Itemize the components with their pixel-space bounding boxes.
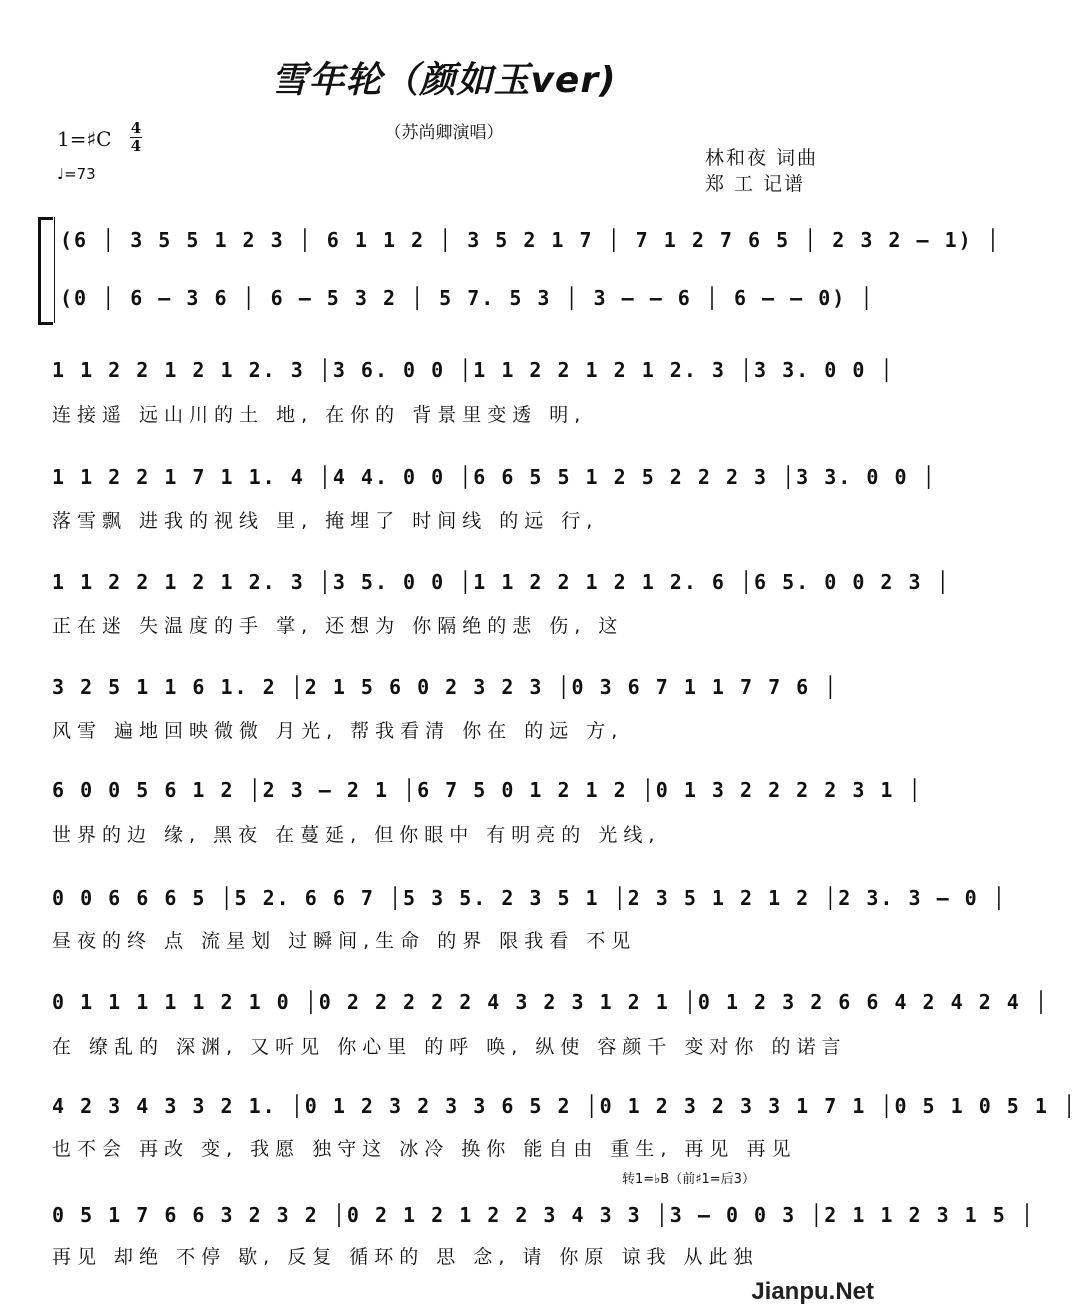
lyric-line-7: 在 缭乱的 深渊, 又听见 你心里 的呼 唤, 纵使 容颜千 变对你 的诺言 (52, 1036, 847, 1058)
notation-line-3: 1 1 2 2 1 2 1 2. 3 │3 5. 0 0 │1 1 2 2 1 2 1 2. 6 │6 5. 0 0 2 3 │ (52, 570, 951, 594)
lyric-line-9: 再见 却绝 不停 歇, 反复 循环的 思 念, 请 你原 谅我 从此独 (52, 1246, 759, 1268)
key-signature: 1=♯C (57, 127, 112, 151)
lyric-line-1: 连接遥 远山川的土 地, 在你的 背景里变透 明, (52, 404, 587, 426)
intro-row-1: (6 │ 3 5 5 1 2 3 │ 6 1 1 2 │ 3 5 2 1 7 │ 7 1 2 7 6 5 │ 2 3 2 – 1) │ (60, 228, 1001, 252)
intro-row-2: (0 │ 6 – 3 6 │ 6 – 5 3 2 │ 5 7. 5 3 │ 3 – – 6 │ 6 – – 0) │ (60, 286, 875, 310)
credit-transcriber: 郑 工 记谱 (705, 173, 806, 195)
notation-line-8: 4 2 3 4 3 3 2 1. │0 1 2 3 2 3 3 6 5 2 │0 1 2 3 2 3 3 1 7 1 │0 5 1 0 5 1 │ (52, 1094, 1077, 1118)
song-subtitle: （苏尚卿演唱） (384, 123, 504, 143)
song-title: 雪年轮（颜如玉ver) (271, 60, 617, 101)
system-bracket (38, 217, 53, 325)
notation-line-9: 0 5 1 7 6 6 3 2 3 2 │0 2 1 2 1 2 2 3 4 3 3 │3 – 0 0 3 │2 1 1 2 3 1 5 │ (52, 1203, 1035, 1227)
tempo-marking: ♩=73 (57, 165, 96, 183)
lyric-line-8: 也不会 再改 变, 我愿 独守这 冰冷 换你 能自由 重生, 再见 再见 (52, 1138, 797, 1160)
meter-top: 4 (130, 119, 142, 137)
lyric-line-3: 正在迷 失温度的手 掌, 还想为 你隔绝的悲 伤, 这 (52, 615, 624, 637)
lyric-line-4: 风雪 遍地回映微微 月光, 帮我看清 你在 的远 方, (52, 720, 624, 742)
notation-line-6: 0 0 6 6 6 5 │5 2. 6 6 7 │5 3 5. 2 3 5 1 │2 3 5 1 2 1 2 │2 3. 3 – 0 │ (52, 886, 1007, 910)
credit-lyrics-music: 林和夜 词曲 (705, 147, 819, 169)
lyric-line-6: 昼夜的终 点 流星划 过瞬间,生命 的界 限我看 不见 (52, 930, 637, 952)
modulation-note: 转1=♭B（前♯1=后3） (622, 1172, 755, 1187)
meter-bottom: 4 (130, 137, 142, 155)
lyric-line-2: 落雪飘 进我的视线 里, 掩埋了 时间线 的远 行, (52, 510, 599, 532)
notation-line-1: 1 1 2 2 1 2 1 2. 3 │3 6. 0 0 │1 1 2 2 1 2 1 2. 3 │3 3. 0 0 │ (52, 358, 895, 382)
time-signature (130, 121, 142, 154)
notation-line-2: 1 1 2 2 1 7 1 1. 4 │4 4. 0 0 │6 6 5 5 1 2 5 2 2 2 3 │3 3. 0 0 │ (52, 465, 937, 489)
system-bracket-line (54, 217, 55, 323)
site-watermark: Jianpu.Net (751, 1278, 874, 1305)
notation-line-5: 6 0 0 5 6 1 2 │2 3 – 2 1 │6 7 5 0 1 2 1 2 │0 1 3 2 2 2 2 3 1 │ (52, 778, 923, 802)
notation-line-7: 0 1 1 1 1 1 2 1 0 │0 2 2 2 2 2 4 3 2 3 1 2 1 │0 1 2 3 2 6 6 4 2 4 2 4 │ (52, 990, 1049, 1014)
lyric-line-5: 世界的边 缘, 黑夜 在蔓延, 但你眼中 有明亮的 光线, (52, 824, 661, 846)
notation-line-4: 3 2 5 1 1 6 1. 2 │2 1 5 6 0 2 3 2 3 │0 3 6 7 1 1 7 7 6 │ (52, 675, 839, 699)
